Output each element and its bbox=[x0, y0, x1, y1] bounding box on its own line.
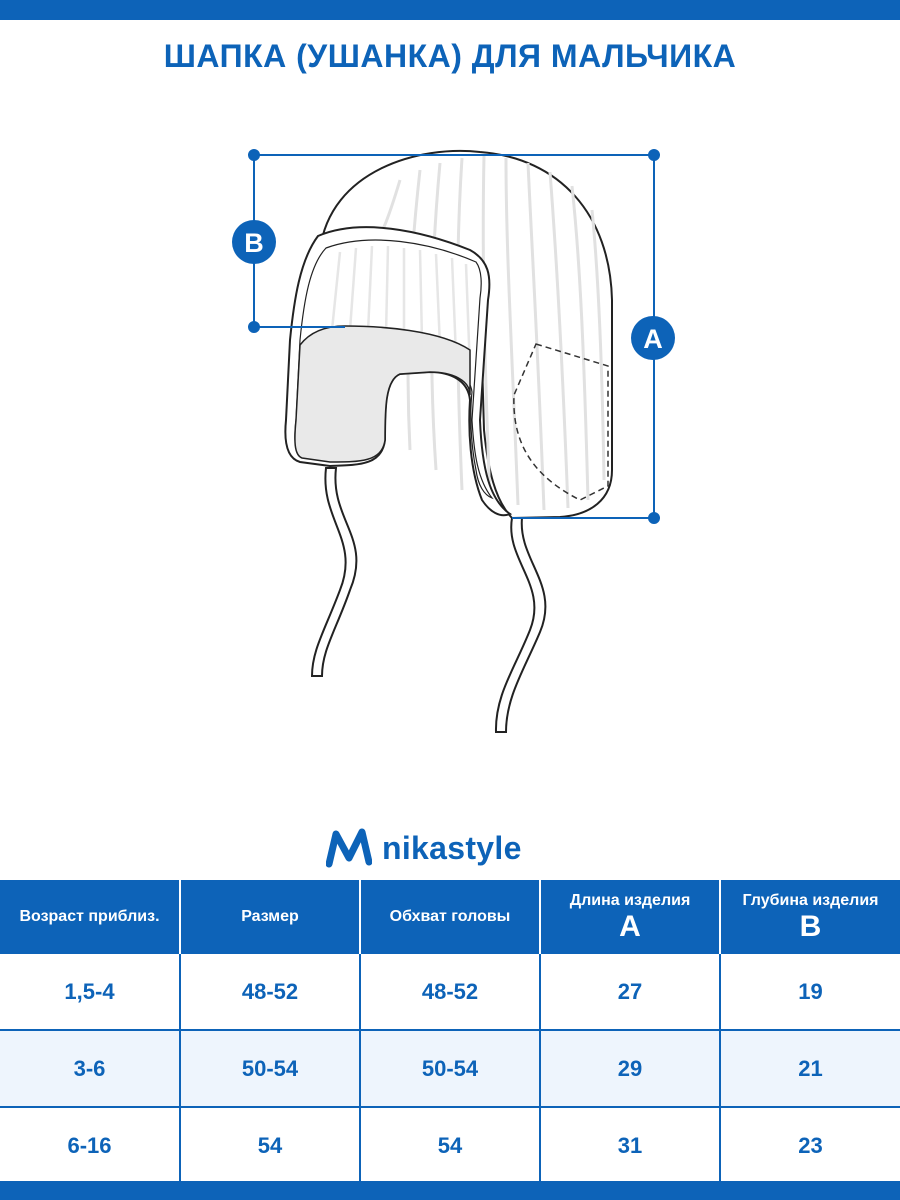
header-length-label: Длина изделия bbox=[569, 892, 691, 909]
cell-head: 54 bbox=[360, 1107, 540, 1183]
header-head: Обхват головы bbox=[360, 880, 540, 954]
cell-head: 50-54 bbox=[360, 1030, 540, 1107]
cell-head: 48-52 bbox=[360, 954, 540, 1030]
cell-depth: 21 bbox=[720, 1030, 900, 1107]
marker-a bbox=[631, 316, 675, 360]
marker-b bbox=[232, 220, 276, 264]
header-size: Размер bbox=[180, 880, 360, 954]
table-row bbox=[0, 954, 900, 1030]
table-row bbox=[0, 1030, 900, 1107]
brand-name: nikastyle bbox=[382, 829, 522, 866]
top-stripe bbox=[0, 0, 900, 20]
header-depth bbox=[720, 880, 900, 954]
left-tie-string bbox=[312, 468, 356, 676]
cell-depth: 19 bbox=[720, 954, 900, 1030]
cell-age: 1,5-4 bbox=[0, 954, 180, 1030]
page-title: ШАПКА (УШАНКА) ДЛЯ МАЛЬЧИКА bbox=[163, 38, 737, 74]
table-row bbox=[0, 1107, 900, 1183]
right-tie-string bbox=[496, 518, 545, 732]
brand-logo bbox=[326, 826, 522, 870]
cell-size: 50-54 bbox=[180, 1030, 360, 1107]
cell-size: 54 bbox=[180, 1107, 360, 1183]
svg-text:B: B bbox=[244, 228, 264, 258]
bottom-stripe bbox=[0, 1181, 900, 1200]
nikastyle-wave-logo-icon bbox=[326, 828, 372, 868]
cell-size: 48-52 bbox=[180, 954, 360, 1030]
cell-age: 3-6 bbox=[0, 1030, 180, 1107]
cell-length: 27 bbox=[540, 954, 720, 1030]
hat-diagram bbox=[0, 130, 900, 750]
size-table bbox=[0, 880, 900, 1183]
header-age: Возраст приблиз. bbox=[0, 880, 180, 954]
header-depth-label: Глубина изделия bbox=[742, 892, 879, 909]
table-header-row bbox=[0, 880, 900, 954]
cell-length: 31 bbox=[540, 1107, 720, 1183]
svg-text:A: A bbox=[643, 324, 663, 354]
cell-depth: 23 bbox=[720, 1107, 900, 1183]
cell-age: 6-16 bbox=[67, 1132, 112, 1158]
header-length-letter: A bbox=[619, 910, 641, 943]
header-depth-letter: B bbox=[799, 910, 822, 943]
hat-lining bbox=[295, 326, 470, 462]
header-length bbox=[540, 880, 720, 954]
cell-length: 29 bbox=[540, 1030, 720, 1107]
